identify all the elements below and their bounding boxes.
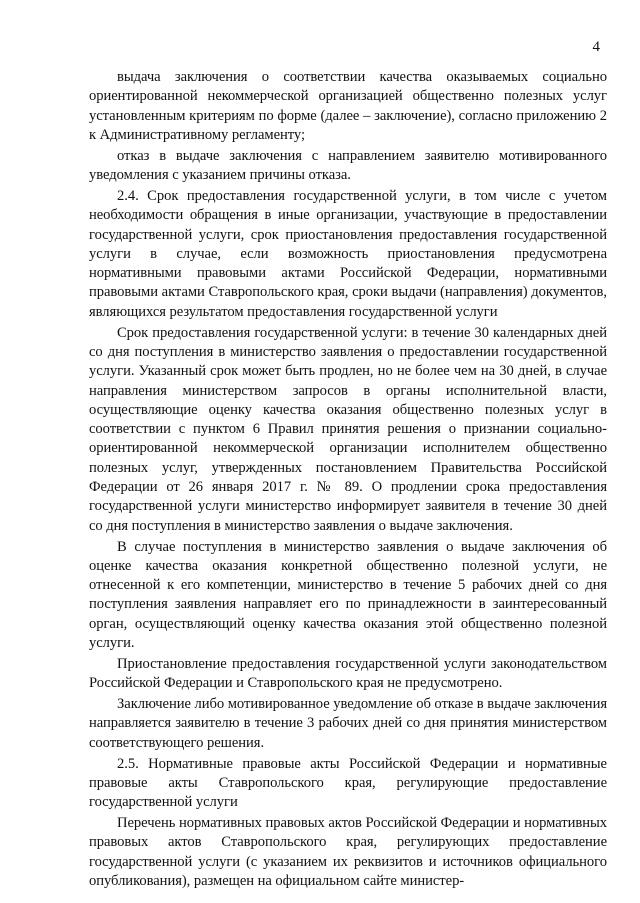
section-heading-2-5: 2.5. Нормативные правовые акты Российской Федерации и нормативные правовые акты Ставропольского края, регулирующие предоставление государственной услуги [89, 755, 607, 811]
paragraph-suspension: Приостановление предоставления государственной услуги законодательством Российской Федерации и Ставропольского края не предусмотрено. [89, 655, 607, 692]
paragraph-legal-acts-list: Перечень нормативных правовых актов Российской Федерации и нормативных правовых актов Ставропольского края, регулирующих предоставление государственной услуги (с указанием их реквизитов и источников официального опубликования), размещен на официальном сайте министер- [89, 815, 607, 889]
section-heading-2-4: 2.4. Срок предоставления государственной услуги, в том числе с учетом необходимости обращения в иные организации, участвующие в предоставлении государственной услуги, срок приостановления предоставления государственной услуги в случае, если возможность приостановления предусмотрена нормативными правовыми актами Российской Федерации, нормативными правовыми актами Ставропольского края, сроки выдачи (направления) документов, являющихся результатом предоставления государственной услуги [89, 187, 607, 320]
paragraph-redirection: В случае поступления в министерство заявления о выдаче заключения об оценке качества оказания конкретной общественно полезной услуги, не отнесенной к его компетенции, министерство в течение 5 рабочих дней со дня поступления заявления направляет его по принадлежности в заинтересованный орган, осуществляющий оценку качества оказания этой общественно полезной услуги. [89, 538, 607, 651]
paragraph-result-refusal: отказ в выдаче заключения с направлением заявителю мотивированного уведомления с указанием причины отказа. [89, 147, 607, 184]
paragraph-service-term: Срок предоставления государственной услуги: в течение 30 календарных дней со дня поступления в министерство заявления о предоставлении государственной услуги. Указанный срок может быть продлен, но не более чем на 30 дней, в случае направления министерством запросов в органы исполнительной власти, осуществляющие оценку качества оказания общественно полезных услуг в соответствии с пунктом 6 Правил принятия решения о признании социально-ориентированной некоммерческой организации исполнителем общественно полезных услуг, утвержденных постановлением Правительства Российской Федерации от 26 января 2017 г. № 89. О продлении срока предоставления государственной услуги министерство информирует заявителя в течение 30 дней со дня поступления в министерство заявления о выдаче заключения. [89, 324, 607, 534]
paragraph-notification: Заключение либо мотивированное уведомление об отказе в выдаче заключения направляется заявителю в течение 3 рабочих дней со дня принятия министерством соответствующего решения. [89, 696, 607, 751]
page-number: 4 [592, 39, 600, 55]
paragraph-result-issuance: выдача заключения о соответствии качества оказываемых социально ориентированной некоммерческой организацией общественно полезных услуг установленным критериям по форме (далее – заключение), согласно приложению 2 к Административному регламенту; [89, 69, 607, 143]
document-body [89, 68, 607, 893]
